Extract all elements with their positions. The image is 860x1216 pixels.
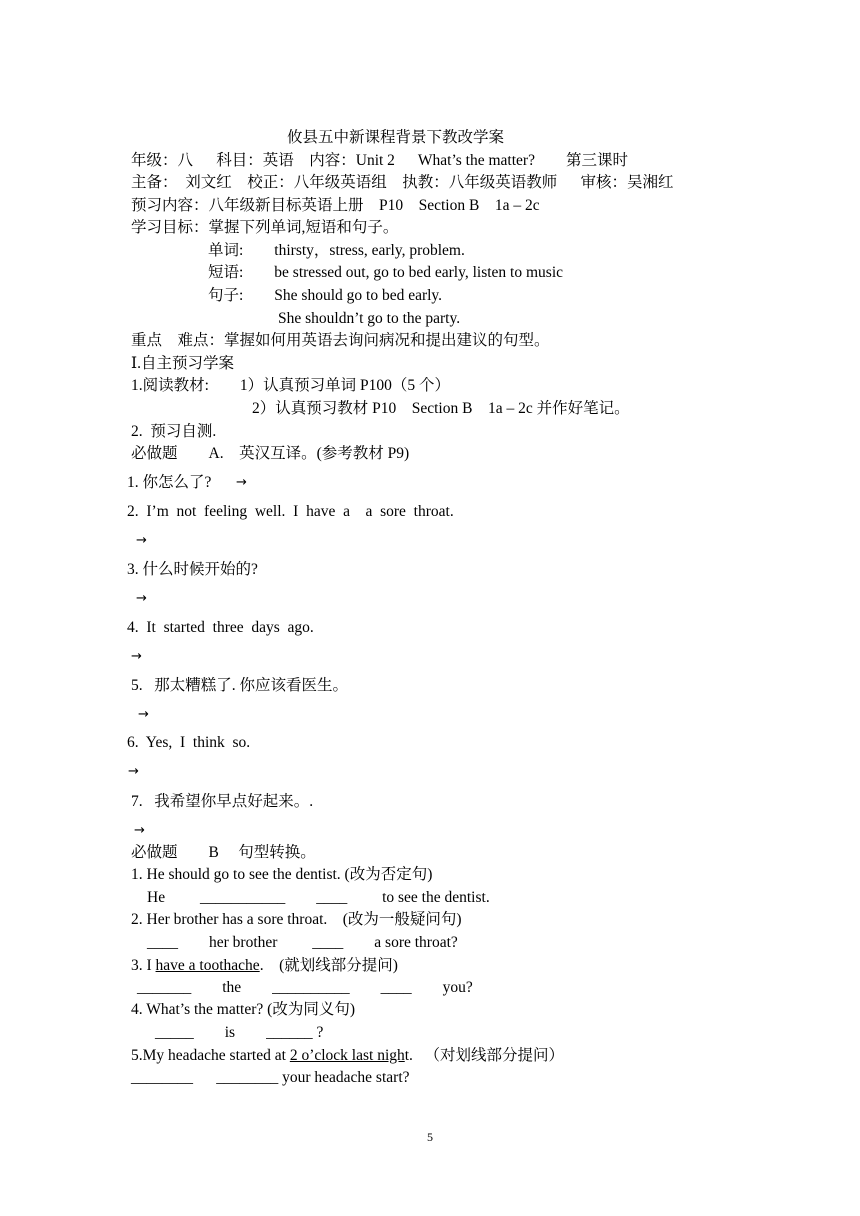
vocab-sentences: 句子: She should go to bed early. xyxy=(208,287,443,304)
answer-blank-1: He ___________ ____ to see the dentist. xyxy=(147,889,490,906)
answer-blank-3: _______ the __________ ____ you? xyxy=(137,979,473,996)
arrow-icon: → xyxy=(138,707,149,722)
question-5 xyxy=(131,1047,564,1065)
header-line-authors: 主备： 刘文红 校正：八年级英语组 执教：八年级英语教师 审核：吴湘红 xyxy=(131,174,674,191)
translate-item: 3. 什么时候开始的? xyxy=(127,561,258,578)
translate-item: 1. 你怎么了? xyxy=(127,474,212,491)
self-test-heading: 2. 预习自测. xyxy=(131,423,217,440)
answer-blank-2: ____ her brother ____ a sore throat? xyxy=(147,934,458,951)
arrow-icon: → xyxy=(131,649,142,664)
question-5-suffix: t. （对划线部分提问） xyxy=(404,1047,565,1064)
translate-item: 6. Yes, I think so. xyxy=(127,734,251,751)
question-4: 4. What’s the matter? (改为同义句) xyxy=(131,1001,355,1018)
arrow-icon: → xyxy=(236,475,247,490)
header-line-grade: 年级：八 科目：英语 内容：Unit 2 What’s the matter? 第三课时 xyxy=(131,152,628,169)
learning-goal: 学习目标：掌握下列单词,短语和句子。 xyxy=(131,219,399,236)
translate-item: 4. It started three days ago. xyxy=(127,619,314,636)
vocab-words: 单词: thirsty，stress, early, problem. xyxy=(208,242,465,259)
reading-task-2: 2）认真预习教材 P10 Section B 1a – 2c 并作好笔记。 xyxy=(252,400,630,417)
part-b-heading: 必做题 B 句型转换。 xyxy=(131,844,316,861)
part-a-heading: 必做题 A. 英汉互译。(参考教材 P9) xyxy=(131,445,410,462)
vocab-sentences-2: She shouldn’t go to the party. xyxy=(278,310,461,327)
arrow-icon: → xyxy=(134,823,145,838)
arrow-icon: → xyxy=(136,533,147,548)
question-3-suffix: . (就划线部分提问) xyxy=(259,957,398,974)
underlined-phrase: have a toothache xyxy=(155,957,260,974)
arrow-icon: → xyxy=(136,591,147,606)
question-5-prefix: 5.My headache started at xyxy=(131,1047,290,1064)
question-3-prefix: 3. I xyxy=(131,957,156,974)
question-2: 2. Her brother has a sore throat. (改为一般疑问句) xyxy=(131,911,462,928)
vocab-phrases: 短语: be stressed out, go to bed early, listen to music xyxy=(208,264,564,281)
arrow-icon: → xyxy=(128,764,139,779)
question-1: 1. He should go to see the dentist. (改为否定句) xyxy=(131,866,433,883)
answer-blank-5: ________ ________ your headache start? xyxy=(131,1069,410,1086)
key-points: 重点 难点：掌握如何用英语去询问病况和提出建议的句型。 xyxy=(131,332,550,349)
preview-content: 预习内容：八年级新目标英语上册 P10 Section B 1a – 2c xyxy=(131,197,540,214)
translate-item: 7. 我希望你早点好起来。. xyxy=(131,793,314,810)
answer-blank-4: _____ is ______ ? xyxy=(155,1024,324,1041)
question-3 xyxy=(131,957,398,975)
translate-item: 5. 那太糟糕了. 你应该看医生。 xyxy=(131,677,349,694)
section-title: Ⅰ.自主预习学案 xyxy=(131,355,234,372)
translate-item: 2. I’m not feeling well. I have a a sore throat. xyxy=(127,503,454,520)
underlined-phrase: 2 o’clock last nigh xyxy=(289,1047,405,1064)
page-number: 5 xyxy=(427,1130,433,1144)
reading-task-1: 1.阅读教材: 1）认真预习单词 P100（5 个） xyxy=(131,377,451,394)
document-title: 攸县五中新课程背景下教改学案 xyxy=(287,129,505,146)
